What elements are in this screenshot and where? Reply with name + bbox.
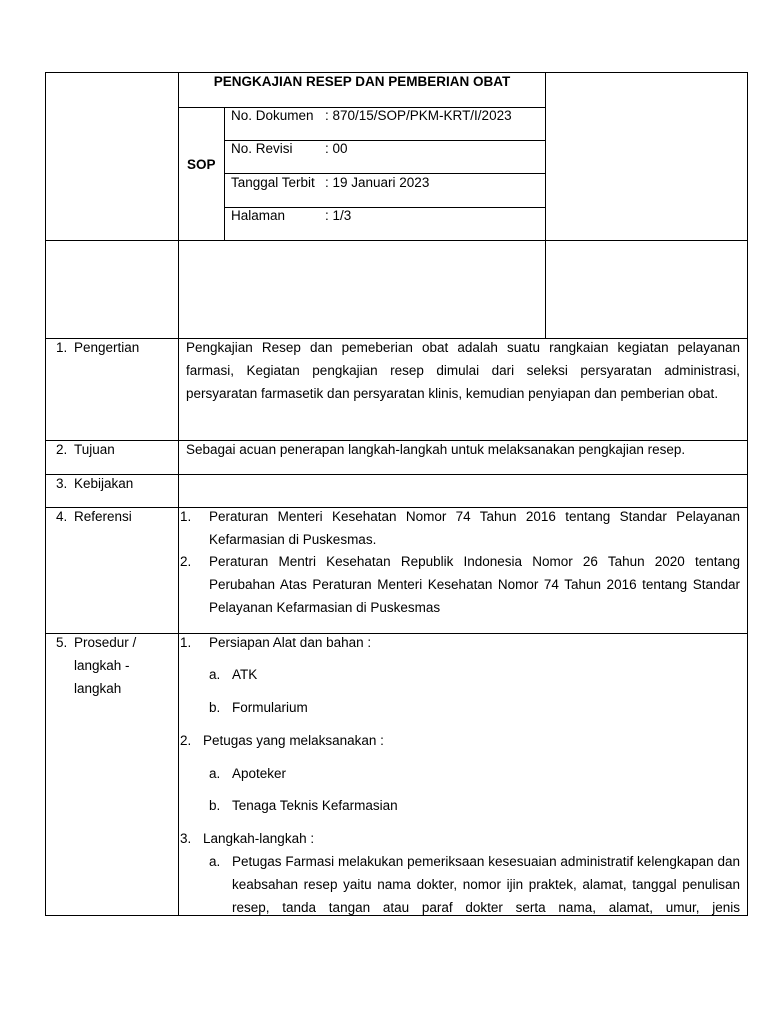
meta-value-no-revisi: : 00	[325, 141, 348, 156]
row-label-number: 5.	[56, 635, 68, 650]
sop-label: SOP	[187, 157, 216, 172]
procedure-item: Petugas Farmasi melakukan pemeriksaan kesesuaian administratif kelengkapan dan keabsahan resep yaitu nama dokter, nomor ijin praktek, alamat, tanggal penulisan resep, tanda tangan atau paraf dokter serta nama, alamat, umur, jenis	[232, 854, 740, 915]
procedure-item: Tenaga Teknis Kefarmasian	[232, 798, 398, 813]
header-divider	[45, 240, 748, 241]
reference-number: 2.	[180, 554, 192, 569]
tujuan-text: Sebagai acuan penerapan langkah-langkah untuk melaksanakan pengkajian resep.	[186, 442, 686, 457]
row-label-referensi: Referensi	[74, 509, 132, 524]
row-label-prosedur-line: Prosedur /	[74, 635, 137, 650]
meta-value-tanggal-terbit: : 19 Januari 2023	[325, 175, 430, 190]
procedure-item-letter: b.	[209, 700, 221, 715]
meta-label-tanggal-terbit: Tanggal Terbit	[231, 175, 315, 190]
row-label-kebijakan: Kebijakan	[74, 476, 134, 491]
row-label-tujuan: Tujuan	[74, 442, 115, 457]
meta-value-halaman: : 1/3	[325, 208, 352, 223]
procedure-item: Formularium	[232, 700, 308, 715]
content-column-divider	[178, 338, 179, 916]
header-divider	[545, 72, 546, 339]
meta-label-halaman: Halaman	[231, 208, 286, 223]
row-divider	[45, 633, 748, 634]
procedure-group-title: Langkah-langkah :	[203, 831, 315, 846]
procedure-group-number: 3.	[180, 831, 192, 846]
document-title: PENGKAJIAN RESEP DAN PEMBERIAN OBAT	[213, 74, 511, 89]
procedure-group-number: 1.	[180, 635, 192, 650]
row-label-number: 3.	[56, 476, 68, 491]
row-label-number: 2.	[56, 442, 68, 457]
content-right-border	[747, 338, 748, 916]
row-label-pengertian: Pengertian	[74, 340, 140, 355]
procedure-item-letter: a.	[209, 854, 221, 869]
procedure-item-letter: b.	[209, 798, 221, 813]
content-left-border	[45, 338, 46, 916]
reference-item: Peraturan Mentri Kesehatan Republik Indonesia Nomor 26 Tahun 2020 tentang Perubahan Atas Peraturan Menteri Kesehatan Nomor 74 Tahun 2016 tentang Standar Pelayanan Kefarmasian di Puskesmas	[209, 554, 740, 615]
row-label-prosedur-line: langkah -	[74, 658, 130, 673]
row-label-number: 1.	[56, 340, 68, 355]
reference-item: Peraturan Menteri Kesehatan Nomor 74 Tahun 2016 tentang Standar Pelayanan Kefarmasian di Puskesmas.	[209, 509, 740, 547]
header-divider	[178, 72, 179, 339]
procedure-item-letter: a.	[209, 667, 221, 682]
procedure-group-title: Petugas yang melaksanakan :	[203, 733, 384, 748]
procedure-item-letter: a.	[209, 766, 221, 781]
header-divider	[224, 107, 225, 241]
procedure-item: ATK	[232, 667, 258, 682]
meta-label-no-revisi: No. Revisi	[231, 141, 293, 156]
procedure-item: Apoteker	[232, 766, 287, 781]
row-divider	[45, 474, 748, 475]
meta-label-no-dokumen: No. Dokumen	[231, 108, 314, 123]
meta-value-no-dokumen: : 870/15/SOP/PKM-KRT/I/2023	[325, 108, 512, 123]
pengertian-text: Pengkajian Resep dan pemeberian obat adalah suatu rangkaian kegiatan pelayanan farmasi, Kegiatan pengkajian resep dimulai dari seleksi persyaratan administrasi, persyaratan farmasetik dan persyaratan klinis, kemudian penyiapan dan pemberian obat.	[186, 340, 740, 401]
header-divider	[224, 173, 546, 174]
row-label-number: 4.	[56, 509, 68, 524]
procedure-group-number: 2.	[180, 733, 192, 748]
row-divider	[45, 440, 748, 441]
procedure-group-title: Persiapan Alat dan bahan :	[209, 635, 372, 650]
row-label-prosedur-line: langkah	[74, 681, 122, 696]
reference-number: 1.	[180, 509, 192, 524]
